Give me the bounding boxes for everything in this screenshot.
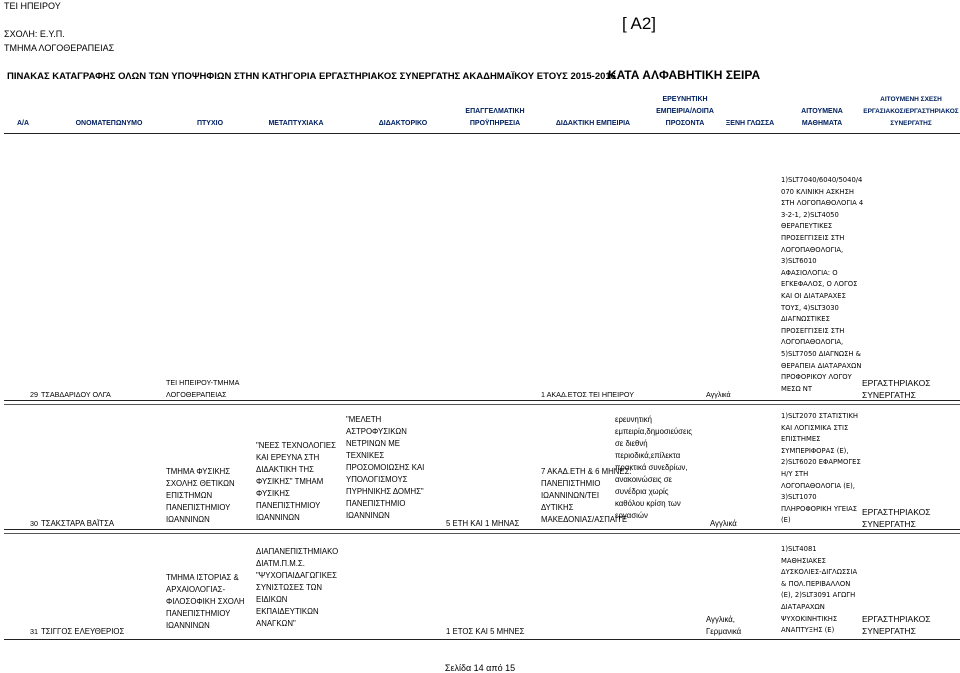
col-professional-l1: ΕΠΑΓΓΕΛΜΑΤΙΚΗ (465, 108, 525, 115)
institution-name: ΤΕΙ ΗΠΕΙΡΟΥ (4, 1, 61, 11)
col-research (640, 94, 730, 130)
row-courses: 1)SLT7040/6040/5040/4 070 ΚΛΙΝΙΚΗ ΑΣΚΗΣΗ ΣΤΗ ΛΟΓΟΠΑΘΟΛΟΓΙΑ 4 3-2-1, 2)SLT4050 ΘΕΡΑΠΕΥΤΙΚΕΣ ΠΡΟΣΕΓΓΙΣΕΙΣ ΣΤΗ ΛΟΓΟΠΑΘΟΛΟΓΙΑ, 3)SLT6010 ΑΦΑΣΙΟΛΟΓΙΑ: Ο ΕΓΚΕΦΑΛΟΣ, Ο ΛΟΓΟΣ ΚΑΙ ΟΙ ΔΙΑΤΑΡΑΧΕΣ ΤΟΥΣ, 4)SLT3030 ΔΙΑΓΝΩΣΤΙΚΕΣ ΠΡΟΣΕΓΓΙΣΕΙΣ ΣΤΗ ΛΟΓΟΠΑΘΟΛΟΓΙΑ, 5)SLT7050 ΔΙΑΓΝΩΣΗ & ΘΕΡΑΠΕΙΑ ΔΙΑΤΑΡΑΧΩΝ ΠΡΟΦΟΡΙΚΟΥ ΛΟΓΟΥ ΜΕΣΩ ΝΤ (781, 176, 864, 393)
col-research-l1: ΕΡΕΥΝΗΤΙΚΗ (662, 96, 708, 103)
row-languages: Αγγλικά (706, 390, 731, 399)
col-degree: ΠΤΥΧΙΟ (196, 120, 224, 127)
row-research: ερευνητική εμπειρία,δημοσιεύσεις σε διεθνή περιοδικά,επίλεκτα πρακτικά συνεδρίων, ανακοινώσεις σε συνέδρια χωρίς καθόλου κρίση των εργασιών (615, 415, 692, 520)
row-degree: ΤΕΙ ΗΠΕΙΡΟΥ-ΤΜΗΜΑ ΛΟΓΟΘΕΡΑΠΕΙΑΣ (166, 378, 240, 399)
row-aa: 31 (30, 627, 38, 636)
row-separator (4, 400, 960, 401)
row-aa: 29 (30, 390, 38, 399)
row-teaching: 7 ΑΚΑΔ.ΕΤΗ & 6 ΜΗΝΕΣ: ΠΑΝΕΠΙΣΤΗΜΙΟ ΙΩΑΝΝΙΝΩΝ/ΤΕΙ ΔΥΤΙΚΗΣ ΜΑΚΕΔΟΝΙΑΣ/ΑΣΠΑΙΤΕ (541, 467, 632, 524)
row-professional: 1 ΕΤΟΣ ΚΑΙ 5 ΜΗΝΕΣ (446, 627, 525, 636)
row-name: ΤΣΙΓΓΟΣ ΕΛΕΥΘΕΡΙΟΣ (41, 627, 125, 636)
row-masters: "ΝΕΕΣ ΤΕΧΝΟΛΟΓΙΕΣ ΚΑΙ ΕΡΕΥΝΑ ΣΤΗ ΔΙΔΑΚΤΙΚΗ ΤΗΣ ΦΥΣΙΚΗΣ" ΤΜΗΑΜ ΦΥΣΙΚΗΣ ΠΑΝΕΠΙΣΤΗΜΙΟΥ ΙΩΑΝΝΙΝΩΝ (256, 441, 336, 522)
row-courses: 1)SLT2070 ΣΤΑΤΙΣΤΙΚΗ ΚΑΙ ΛΟΓΙΣΜΙΚΑ ΣΤΙΣ ΕΠΙΣΤΗΜΕΣ ΣΥΜΠΕΡΙΦΟΡΑΣ (Ε), 2)SLT6020 ΕΦΑΡΜΟΓΕΣ Η/Υ ΣΤΗ ΛΟΓΟΠΑΘΟΛΟΓΙΑ (Ε), 3)SLT1070 ΠΛΗΡΟΦΟΡΙΚΗ ΥΓΕΙΑΣ (Ε) (781, 412, 861, 525)
row-teaching: 1 ΑΚΑΔ.ΕΤΟΣ ΤΕΙ ΗΠΕΙΡΟΥ (541, 390, 635, 399)
row-separator (4, 404, 960, 405)
col-languages: ΞΕΝΗ ΓΛΩΣΣΑ (725, 120, 775, 127)
row-relation: ΕΡΓΑΣΤΗΡΙΑΚΟΣ ΣΥΝΕΡΓΑΤΗΣ (862, 614, 931, 636)
col-phd: ΔΙΔΑΚΤΟΡΙΚΟ (378, 120, 428, 127)
row-relation: ΕΡΓΑΣΤΗΡΙΑΚΟΣ ΣΥΝΕΡΓΑΤΗΣ (862, 507, 931, 529)
row-languages: Αγγλικά (710, 519, 737, 528)
row-professional: 5 ΕΤΗ ΚΑΙ 1 ΜΗΝΑΣ (446, 519, 520, 528)
department-name: ΤΜΗΜΑ ΛΟΓΟΘΕΡΑΠΕΙΑΣ (4, 43, 115, 53)
row-phd: "ΜΕΛΕΤΗ ΑΣΤΡΟΦΥΣΙΚΩΝ ΝΕΤΡΙΝΩΝ ΜΕ ΤΕΧΝΙΚΕΣ ΠΡΟΣΟΜΟΙΩΣΗΣ ΚΑΙ ΥΠΟΛΟΓΙΣΜΟΥΣ ΠΥΡΗΝΙΚΗΣ ΔΟΜΗΣ" ΠΑΝΕΠΙΣΤΗΜΙΟ ΙΩΑΝΝΙΝΩΝ (346, 415, 425, 520)
col-relation-l2: ΕΡΓΑΣΙΑΚΟΣ/ΕΡΓΑΣΤΗΡΙΑΚΟΣ (863, 108, 959, 115)
col-relation (862, 94, 960, 130)
document-code: [ Α2] (622, 14, 657, 33)
row-languages: Αγγλικά, Γερμανικά (706, 615, 742, 636)
row-degree: ΤΜΗΜΑ ΦΥΣΙΚΗΣ ΣΧΟΛΗΣ ΘΕΤΙΚΩΝ ΕΠΙΣΤΗΜΩΝ ΠΑΝΕΠΙΣΤΗΜΙΟΥ ΙΩΑΝΝΙΝΩΝ (166, 467, 235, 524)
title-order: ΚΑΤΑ ΑΛΦΑΒΗΤΙΚΗ ΣΕΙΡΑ (607, 68, 761, 82)
col-professional-l2: ΠΡΟΫΠΗΡΕΣΙΑ (469, 120, 521, 127)
col-courses-l1: ΑΙΤΟΥΜΕΝΑ (801, 108, 843, 115)
document-title (7, 68, 760, 82)
row-aa: 30 (30, 519, 38, 528)
col-masters: ΜΕΤΑΠΤΥΧΙΑΚΑ (268, 120, 324, 127)
col-research-l3: ΠΡΟΣΟΝΤΑ (665, 120, 705, 127)
row-name: ΤΣΑΚΣΤΑΡΑ ΒΑΪΤΣΑ (41, 519, 115, 528)
title-main: ΠΙΝΑΚΑΣ ΚΑΤΑΓΡΑΦΗΣ ΟΛΩΝ ΤΩΝ ΥΠΟΨΗΦΙΩΝ ΣΤΗΝ ΚΑΤΗΓΟΡΙΑ ΕΡΓΑΣΤΗΡΙΑΚΟΣ ΣΥΝΕΡΓΑΤΗΣ ΑΚΑΔΗΜΑΪΚΟΥ ΕΤΟΥΣ 2015-2016 (7, 71, 616, 82)
header-separator (4, 133, 960, 134)
row-relation: ΕΡΓΑΣΤΗΡΙΑΚΟΣ ΣΥΝΕΡΓΑΤΗΣ (862, 378, 931, 400)
col-research-l2: ΕΜΠΕΙΡΙΑ/ΛΟΙΠΑ (656, 108, 714, 115)
row-degree: ΤΜΗΜΑ ΙΣΤΟΡΙΑΣ & ΑΡΧΑΙΟΛΟΓΙΑΣ- ΦΙΛΟΣΟΦΙΚΗ ΣΧΟΛΗ ΠΑΝΕΠΙΣΤΗΜΙΟΥ ΙΩΑΝΝΙΝΩΝ (166, 573, 245, 630)
col-name: ΟΝΟΜΑΤΕΠΩΝΥΜΟ (75, 120, 143, 127)
row-masters: ΔΙΑΠΑΝΕΠΙΣΤΗΜΙΑΚΟ ΔΙΑΤΜ.Π.Μ.Σ. "ΨΥΧΟΠΑΙΔΑΓΩΓΙΚΕΣ ΣΥΝΙΣΤΩΣΕΣ ΤΩΝ ΕΙΔΙΚΩΝ ΕΚΠΑΙΔΕΥΤΙΚΩΝ ΑΝΑΓΚΩΝ" (256, 547, 339, 628)
col-courses-l2: ΜΑΘΗΜΑΤΑ (801, 120, 843, 127)
col-aa: Α/Α (16, 120, 30, 127)
page-number: Σελίδα 14 από 15 (444, 663, 516, 673)
row-separator (4, 533, 960, 534)
col-relation-l1: ΑΙΤΟΥΜΕΝΗ ΣΧΕΣΗ (880, 96, 942, 103)
row-separator (4, 639, 960, 640)
school-name: ΣΧΟΛΗ: Ε.Υ.Π. (4, 29, 65, 39)
col-relation-l3: ΣΥΝΕΡΓΑΤΗΣ (890, 120, 932, 127)
col-professional (450, 106, 540, 130)
row-courses: 1)SLT4081 ΜΑΘΗΣΙΑΚΕΣ ΔΥΣΚΟΛΙΕΣ-ΔΙΓΛΩΣΣΙΑ & ΠΟΛ.ΠΕΡΙΒΑΛΛΟΝ (Ε), 2)SLT3091 ΑΓΩΓΗ ΔΙΑΤΑΡΑΧΩΝ ΨΥΧΟΚΙΝΗΤΙΚΗΣ ΑΝΑΠΤΥΞΗΣ (Ε) (781, 545, 858, 635)
col-courses (786, 106, 858, 130)
row-name: ΤΣΑΒΔΑΡΙΔΟΥ ΟΛΓΑ (41, 390, 111, 399)
col-teaching: ΔΙΔΑΚΤΙΚΗ ΕΜΠΕΙΡΙΑ (555, 120, 631, 127)
